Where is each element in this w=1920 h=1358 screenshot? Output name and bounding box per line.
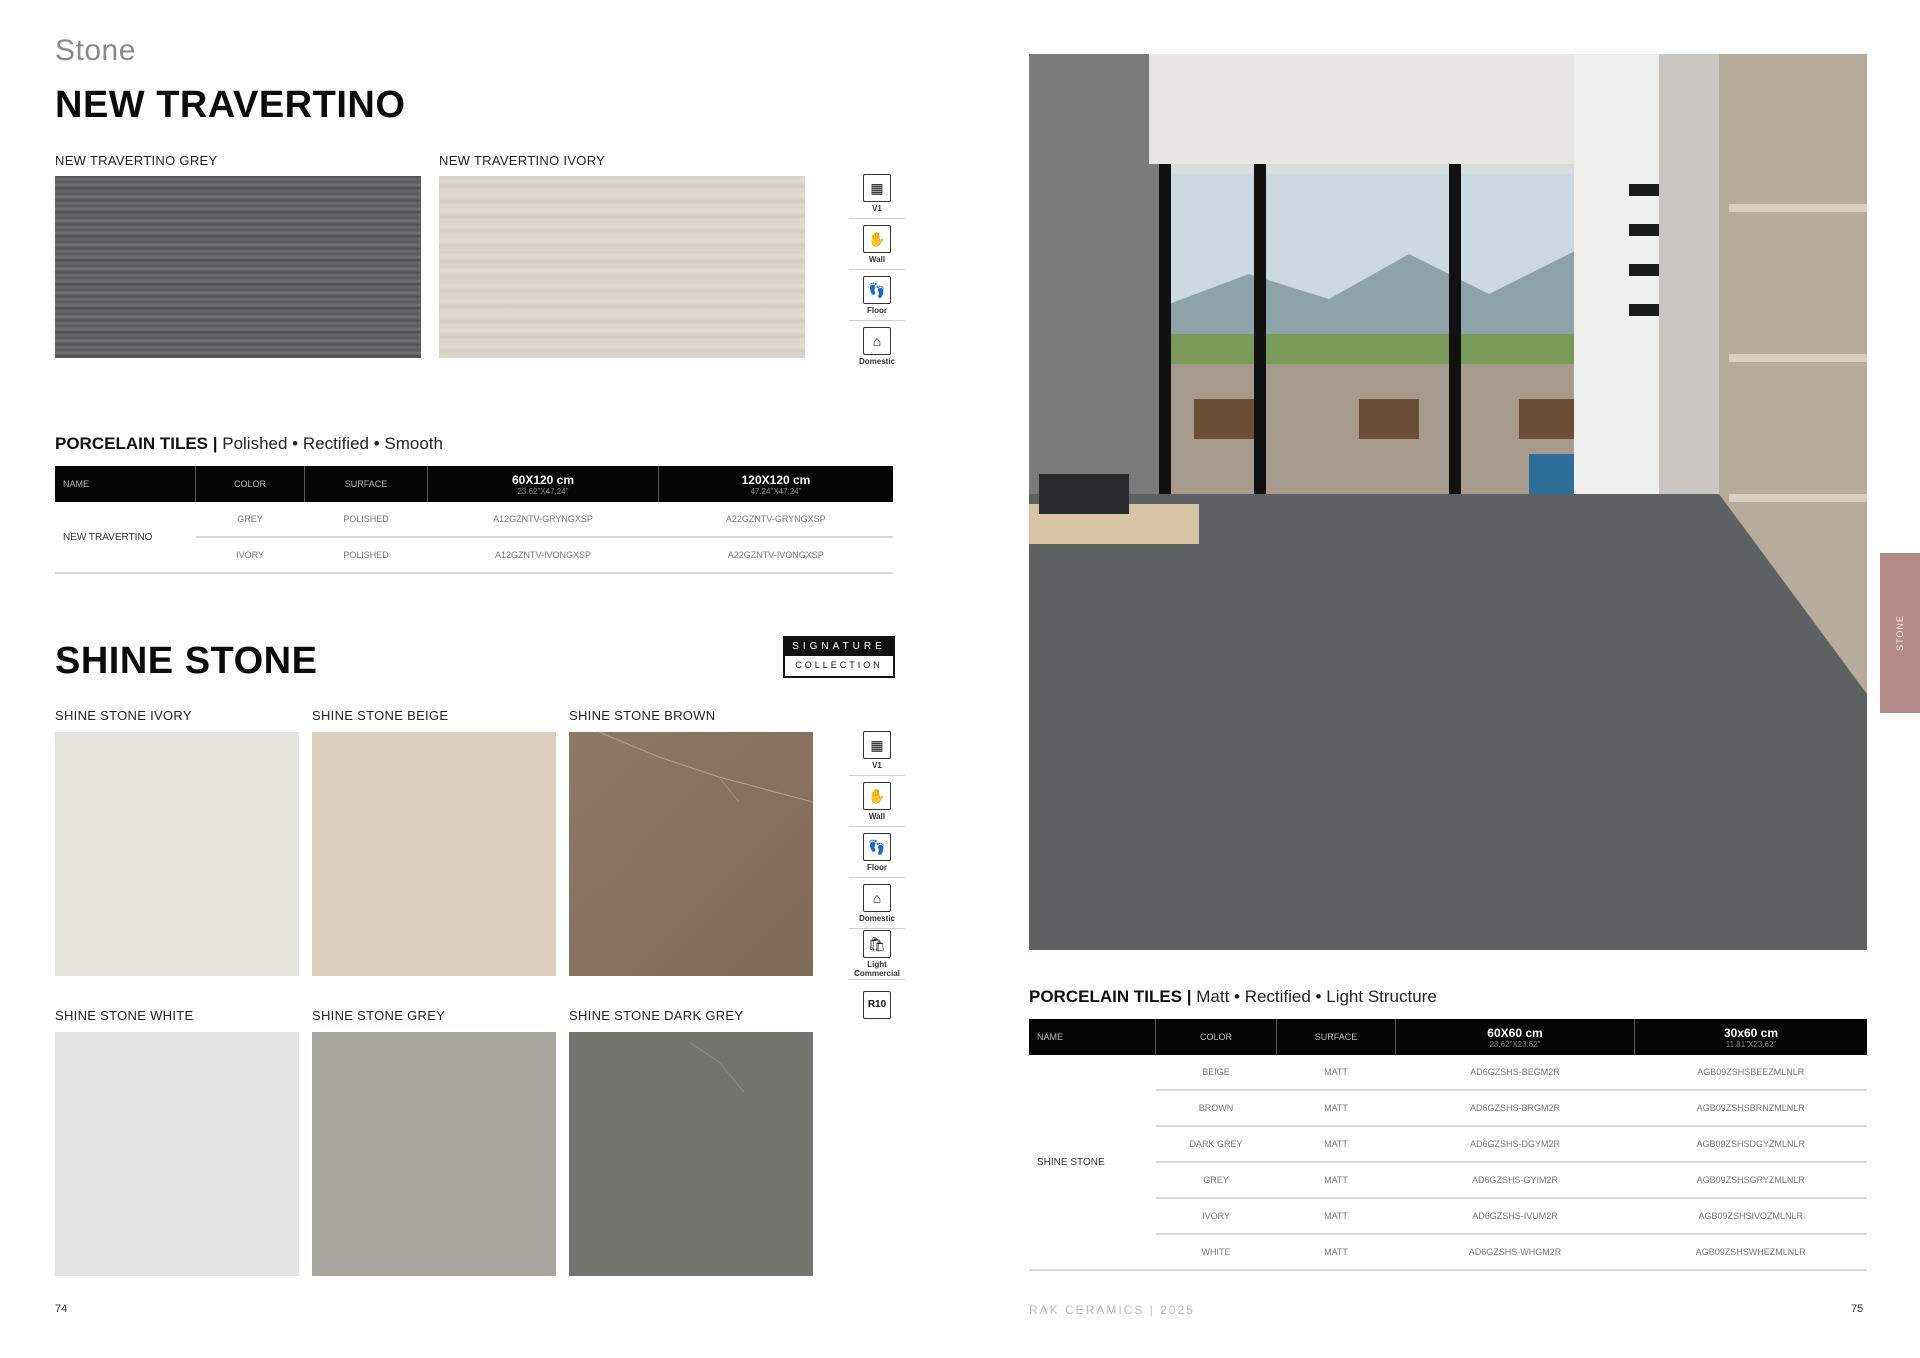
travertino-table-title: PORCELAIN TILES | Polished • Rectified • Smooth [55,434,443,453]
swatch-label: NEW TRAVERTINO IVORY [439,153,606,168]
v1-variation-icon: ▦ V1 [849,725,905,776]
vein-line [569,732,813,976]
table-row: DARK GREY MATT AD6GZSHS-DGYM2R AGB09ZSHSDGYZMLNLR [1029,1126,1867,1162]
shine-spec-table [1029,1019,1867,1271]
travertino-spec-table [55,466,893,574]
wall-icon: ✋ Wall [849,776,905,827]
swatch-shine-ivory [55,732,299,976]
col-surface: SURFACE [305,466,428,502]
col-name: NAME [1029,1019,1156,1055]
slip-r10-icon: R10 [849,980,905,1030]
table-row: IVORY POLISHED A12GZNTV-IVONGXSP A22GZNTV-IVONGXSP [55,537,893,573]
category-label: Stone [55,34,136,67]
col-color: COLOR [196,466,305,502]
col-size1: 60X60 cm 23.62"X23.62" [1396,1019,1635,1055]
swatch-label: SHINE STONE BEIGE [312,708,449,723]
page-number-left: 74 [55,1303,68,1315]
travertino-icon-column [849,168,905,371]
swatch-label: SHINE STONE GREY [312,1008,446,1023]
swatch-label: SHINE STONE DARK GREY [569,1008,744,1023]
swatch-shine-dark-grey [569,1032,813,1276]
floor-icon: 👣 Floor [849,270,905,321]
col-size1: 60X120 cm 23.62"X47.24" [428,466,659,502]
shine-table-title: PORCELAIN TILES | Matt • Rectified • Light Structure [1029,987,1437,1006]
table-row: SHINE STONE BEIGE MATT AD6GZSHS-BEGM2R AGB09ZSHSBEEZMLNLR [1029,1055,1867,1090]
table-row: NEW TRAVERTINO GREY POLISHED A12GZNTV-GRYNGXSP A22GZNTV-GRYNGXSP [55,502,893,537]
v1-variation-icon: ▦ V1 [849,168,905,219]
swatch-label: SHINE STONE WHITE [55,1008,194,1023]
table-row: GREY MATT AD6GZSHS-GYIM2R AGB09ZSHSGRYZMLNLR [1029,1162,1867,1198]
swatch-shine-grey [312,1032,556,1276]
footer-brand: RAK CERAMICS | 2025 [1029,1303,1195,1317]
page-number-right: 75 [1851,1303,1864,1315]
travertino-title: NEW TRAVERTINO [55,84,406,126]
shine-title: SHINE STONE [55,640,318,682]
col-size2: 30x60 cm 11.81"X23.62" [1635,1019,1868,1055]
swatch-label: SHINE STONE BROWN [569,708,716,723]
col-name: NAME [55,466,196,502]
table-row: IVORY MATT AD6GZSHS-IVUM2R AGB09ZSHSIVOZMLNLR [1029,1198,1867,1234]
swatch-travertino-ivory [439,176,805,358]
col-color: COLOR [1156,1019,1277,1055]
table-row: WHITE MATT AD6GZSHS-WHGM2R AGB09ZSHSWHEZMLNLR [1029,1234,1867,1270]
swatch-shine-beige [312,732,556,976]
interior-photo [1029,54,1867,950]
signature-collection-badge: SIGNATURE COLLECTION [783,636,895,678]
swatch-label: SHINE STONE IVORY [55,708,192,723]
table-row: BROWN MATT AD6GZSHS-BRGM2R AGB09ZSHSBRNZMLNLR [1029,1090,1867,1126]
wall-icon: ✋ Wall [849,219,905,270]
col-surface: SURFACE [1277,1019,1396,1055]
shine-icon-column [849,725,905,1030]
swatch-travertino-grey [55,176,421,358]
section-side-tab[interactable]: STONE [1880,553,1920,713]
swatch-shine-brown [569,732,813,976]
col-size2: 120X120 cm 47.24"X47.24" [659,466,894,502]
vein-line [569,1032,813,1276]
light-commercial-icon: 🛍 Light Commercial [849,929,905,980]
swatch-label: NEW TRAVERTINO GREY [55,153,218,168]
floor-icon: 👣 Floor [849,827,905,878]
interior-scene [1029,54,1867,950]
swatch-shine-white [55,1032,299,1276]
domestic-icon: ⌂ Domestic [849,321,905,371]
domestic-icon: ⌂ Domestic [849,878,905,929]
